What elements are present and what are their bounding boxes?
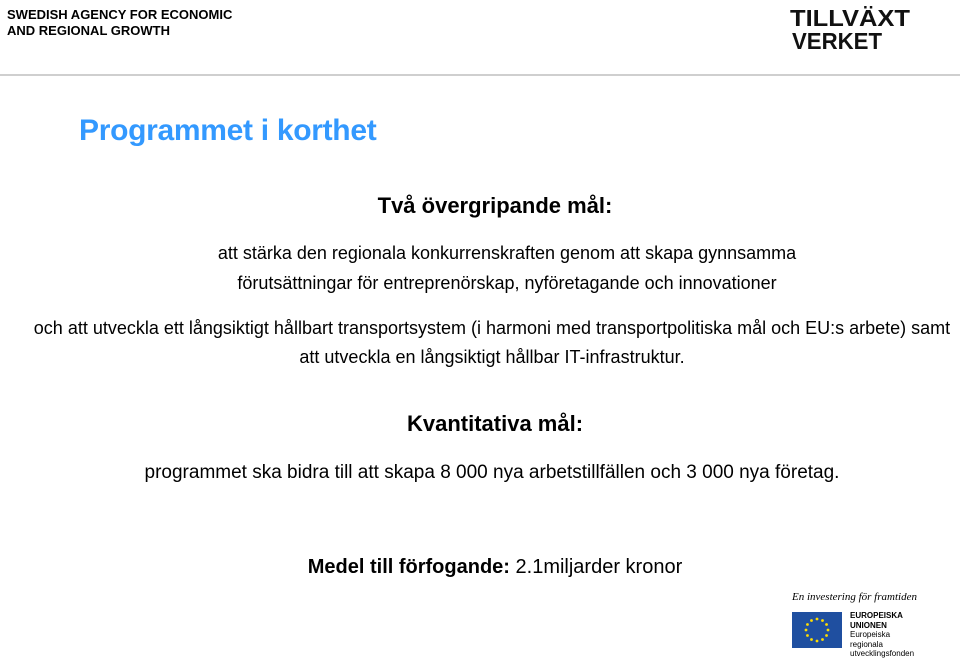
eu-star-icon — [827, 629, 830, 632]
logo-text-line2: VERKET — [792, 28, 882, 52]
eu-star-icon — [806, 634, 809, 637]
eu-line1: EUROPEISKA — [850, 611, 903, 620]
funds-value: 2.1miljarder kronor — [509, 556, 683, 578]
eu-star-icon — [806, 623, 809, 626]
funds-label: Medel till förfogande: — [307, 556, 510, 578]
eu-fund-label — [850, 611, 914, 659]
quantitative-heading: Kvantitativa mål: — [406, 411, 584, 436]
eu-star-icon — [825, 634, 828, 637]
goal2-paragraph: och att utveckla ett långsiktigt hållbart transportsystem (i harmoni med transportpolitiska mål och EU:s arbete) samt att utveckla en långsiktigt hållbar IT-infrastruktur. — [33, 318, 951, 367]
eu-flag-icon — [792, 612, 842, 648]
eu-line3: Europeiska — [850, 630, 891, 639]
goal1-line2: förutsättningar för entreprenörskap, nyföretagande och innovationer — [237, 273, 777, 293]
eu-star-icon — [805, 629, 808, 632]
eu-star-icon — [810, 638, 813, 641]
agency-name-line2: AND REGIONAL GROWTH — [7, 23, 170, 38]
eu-star-icon — [810, 619, 813, 622]
eu-line5: utvecklingsfonden — [850, 649, 915, 658]
header-divider — [0, 74, 960, 76]
eu-tagline: En investering för framtiden — [792, 591, 917, 603]
tillvaxtverket-logo — [790, 4, 915, 52]
agency-name-line1: SWEDISH AGENCY FOR ECONOMIC — [7, 7, 233, 22]
agency-name — [7, 7, 232, 39]
eu-star-icon — [816, 618, 819, 621]
eu-star-icon — [821, 619, 824, 622]
logo-text-line1: TILLVÄXT — [790, 5, 910, 31]
eu-line4: regionala — [850, 639, 883, 649]
funds-available — [15, 556, 960, 579]
goal1-line1: att stärka den regionala konkurrenskraften genom att skapa gynnsamma — [217, 243, 797, 263]
quantitative-paragraph: programmet ska bidra till att skapa 8 000 nya arbetstillfällen och 3 000 nya företag. — [144, 462, 840, 483]
eu-line2: UNIONEN — [850, 620, 887, 630]
slide-title: Programmet i korthet — [79, 114, 377, 147]
eu-star-icon — [821, 638, 824, 641]
goals-heading: Två övergripande mål: — [377, 193, 613, 218]
eu-star-icon — [825, 623, 828, 626]
eu-star-icon — [816, 640, 819, 643]
